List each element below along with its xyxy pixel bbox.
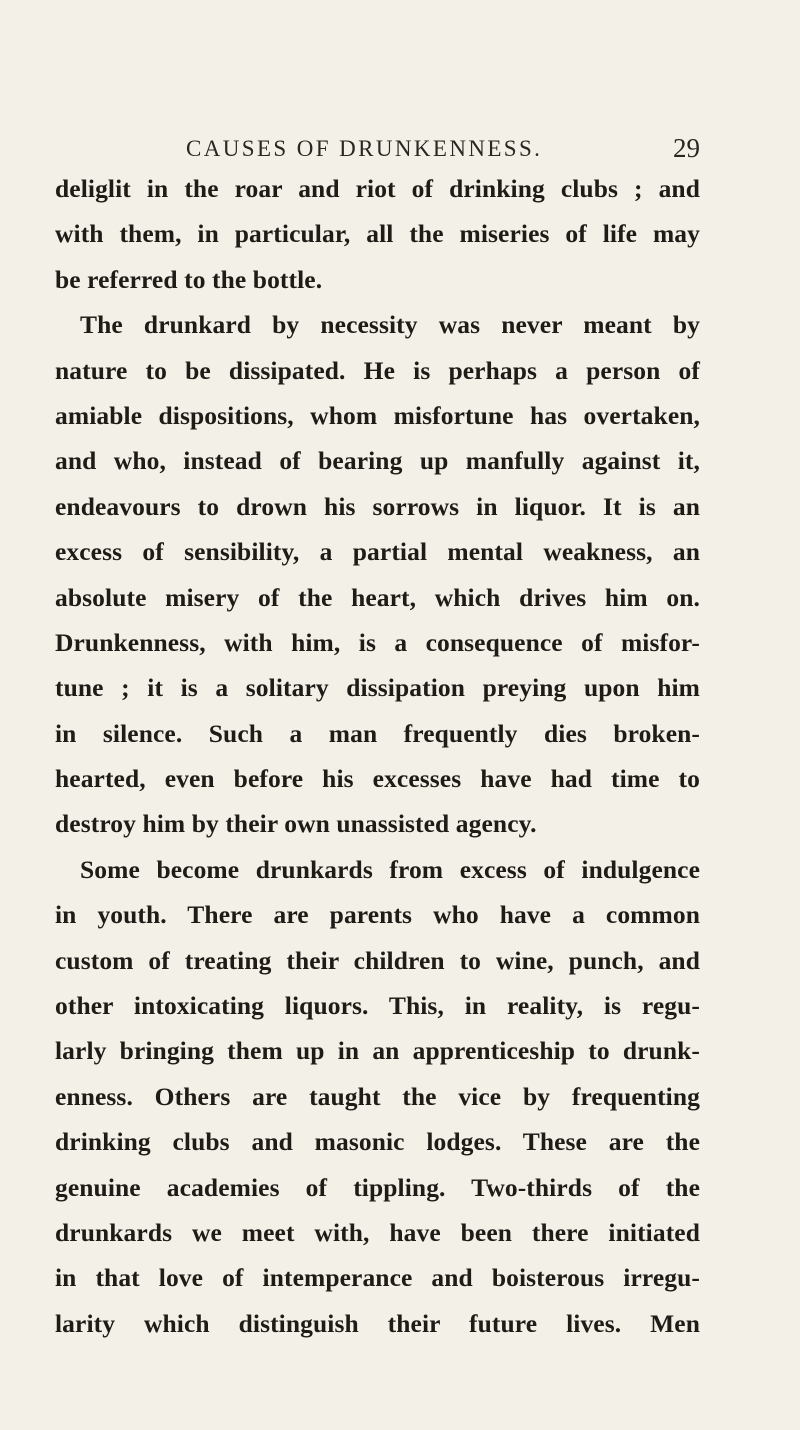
text-line: drunkards we meet with, have been there initiated <box>55 1217 700 1247</box>
text-line: nature to be dissipated. He is perhaps a person of <box>55 355 700 385</box>
text-line: custom of treating their children to wine, punch, and <box>55 945 700 975</box>
text-line: in that love of intemperance and boisterous irregu- <box>55 1263 700 1293</box>
text-line: The drunkard by necessity was never meant by <box>80 310 700 340</box>
text-line: larity which distinguish their future lives. Men <box>55 1308 700 1338</box>
text-line: Some become drunkards from excess of indulgence <box>80 854 700 884</box>
text-line: deliglit in the roar and riot of drinking clubs ; and <box>55 174 700 203</box>
text-line: amiable dispositions, whom misfortune has overtaken, <box>55 400 700 430</box>
text-line: other intoxicating liquors. This, in reality, is regu- <box>55 991 700 1021</box>
text-line: be referred to the bottle. <box>55 264 323 294</box>
running-title: CAUSES OF DRUNKENNESS. <box>186 136 543 161</box>
text-line: genuine academies of tippling. Two-thirds of the <box>55 1172 700 1202</box>
text-line: tune ; it is a solitary dissipation preying upon him <box>55 673 700 703</box>
text-line: in silence. Such a man frequently dies broken- <box>55 718 700 748</box>
text-line: hearted, even before his excesses have had time to <box>55 764 700 794</box>
text-line: endeavours to drown his sorrows in liquor. It is an <box>55 491 700 521</box>
text-line: destroy him by their own unassisted agency. <box>55 809 537 839</box>
text-line: drinking clubs and masonic lodges. These are the <box>55 1127 700 1157</box>
text-line: with them, in particular, all the miseries of life may <box>55 219 700 249</box>
body-text <box>55 166 700 1346</box>
text-line: excess of sensibility, a partial mental weakness, an <box>55 537 700 567</box>
page-number: 29 <box>673 133 700 163</box>
text-line: in youth. There are parents who have a common <box>55 900 700 930</box>
text-line: absolute misery of the heart, which drives him on. <box>55 582 700 612</box>
text-line: Drunkenness, with him, is a consequence of misfor- <box>55 627 700 657</box>
running-head <box>0 134 800 164</box>
text-line: larly bringing them up in an apprenticeship to drunk- <box>55 1036 700 1066</box>
text-line: enness. Others are taught the vice by frequenting <box>55 1081 700 1111</box>
text-line: and who, instead of bearing up manfully against it, <box>55 446 700 476</box>
